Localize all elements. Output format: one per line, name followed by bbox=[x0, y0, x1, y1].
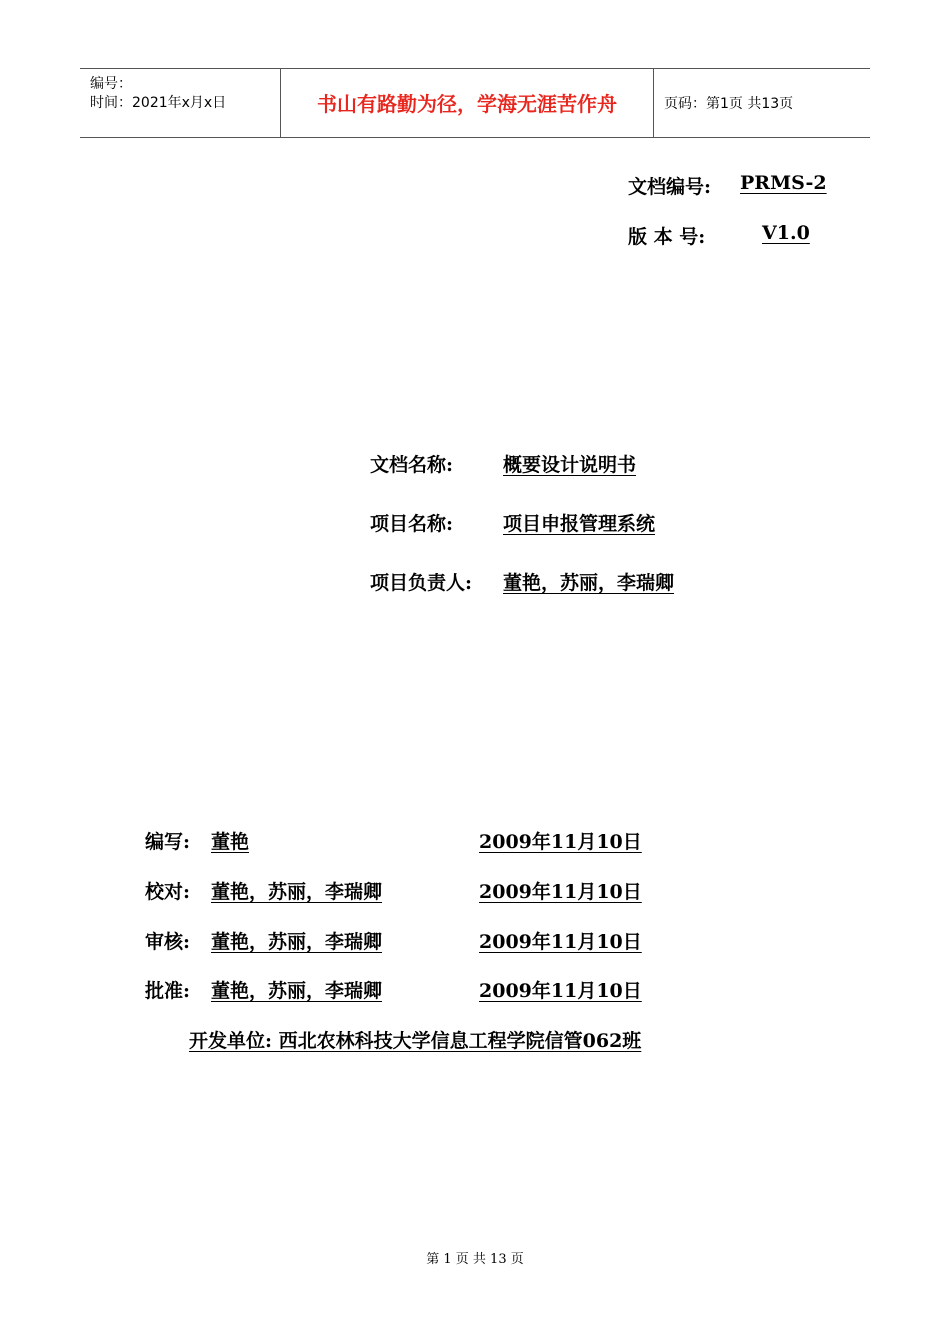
signoff-label: 批准: bbox=[145, 980, 191, 1002]
version-value: V1.0 bbox=[762, 222, 810, 244]
page-footer: 第 1 页 共 13 页 bbox=[426, 1252, 524, 1267]
time-label: 时间：2021年x月x日 bbox=[90, 95, 227, 111]
signoff-label: 编写: bbox=[145, 831, 191, 853]
project-name-label: 项目名称: bbox=[370, 513, 454, 535]
signoff-names: 董艳，苏丽，李瑞卿 bbox=[211, 980, 383, 1002]
version-label: 版 本 号: bbox=[628, 226, 706, 248]
signoff-date: 2009年11月10日 bbox=[479, 881, 642, 903]
doc-no-value: PRMS-2 bbox=[740, 172, 827, 194]
header-meta-cell bbox=[80, 69, 281, 137]
project-name-value: 项目申报管理系统 bbox=[503, 513, 656, 535]
signoff-label: 校对: bbox=[145, 881, 191, 903]
signoff-names: 董艳，苏丽，李瑞卿 bbox=[211, 881, 383, 903]
signoff-names: 董艳 bbox=[211, 831, 250, 853]
signoff-date: 2009年11月10日 bbox=[479, 931, 642, 953]
doc-name-value: 概要设计说明书 bbox=[503, 454, 637, 476]
doc-no-label: 文档编号: bbox=[628, 176, 712, 198]
developer-unit: 开发单位: 西北农林科技大学信息工程学院信管062班 bbox=[189, 1030, 642, 1052]
leader-label: 项目负责人: bbox=[370, 572, 473, 594]
doc-name-label: 文档名称: bbox=[370, 454, 454, 476]
header-page-info: 页码：第1页 共13页 bbox=[664, 96, 794, 112]
signoff-label: 审核: bbox=[145, 931, 191, 953]
signoff-names: 董艳，苏丽，李瑞卿 bbox=[211, 931, 383, 953]
signoff-date: 2009年11月10日 bbox=[479, 980, 642, 1002]
signoff-date: 2009年11月10日 bbox=[479, 831, 642, 853]
number-label: 编号： bbox=[90, 76, 132, 92]
header-motto: 书山有路勤为径，学海无涯苦作舟 bbox=[281, 69, 654, 137]
page-header bbox=[80, 68, 870, 138]
leader-value: 董艳，苏丽，李瑞卿 bbox=[503, 572, 675, 594]
